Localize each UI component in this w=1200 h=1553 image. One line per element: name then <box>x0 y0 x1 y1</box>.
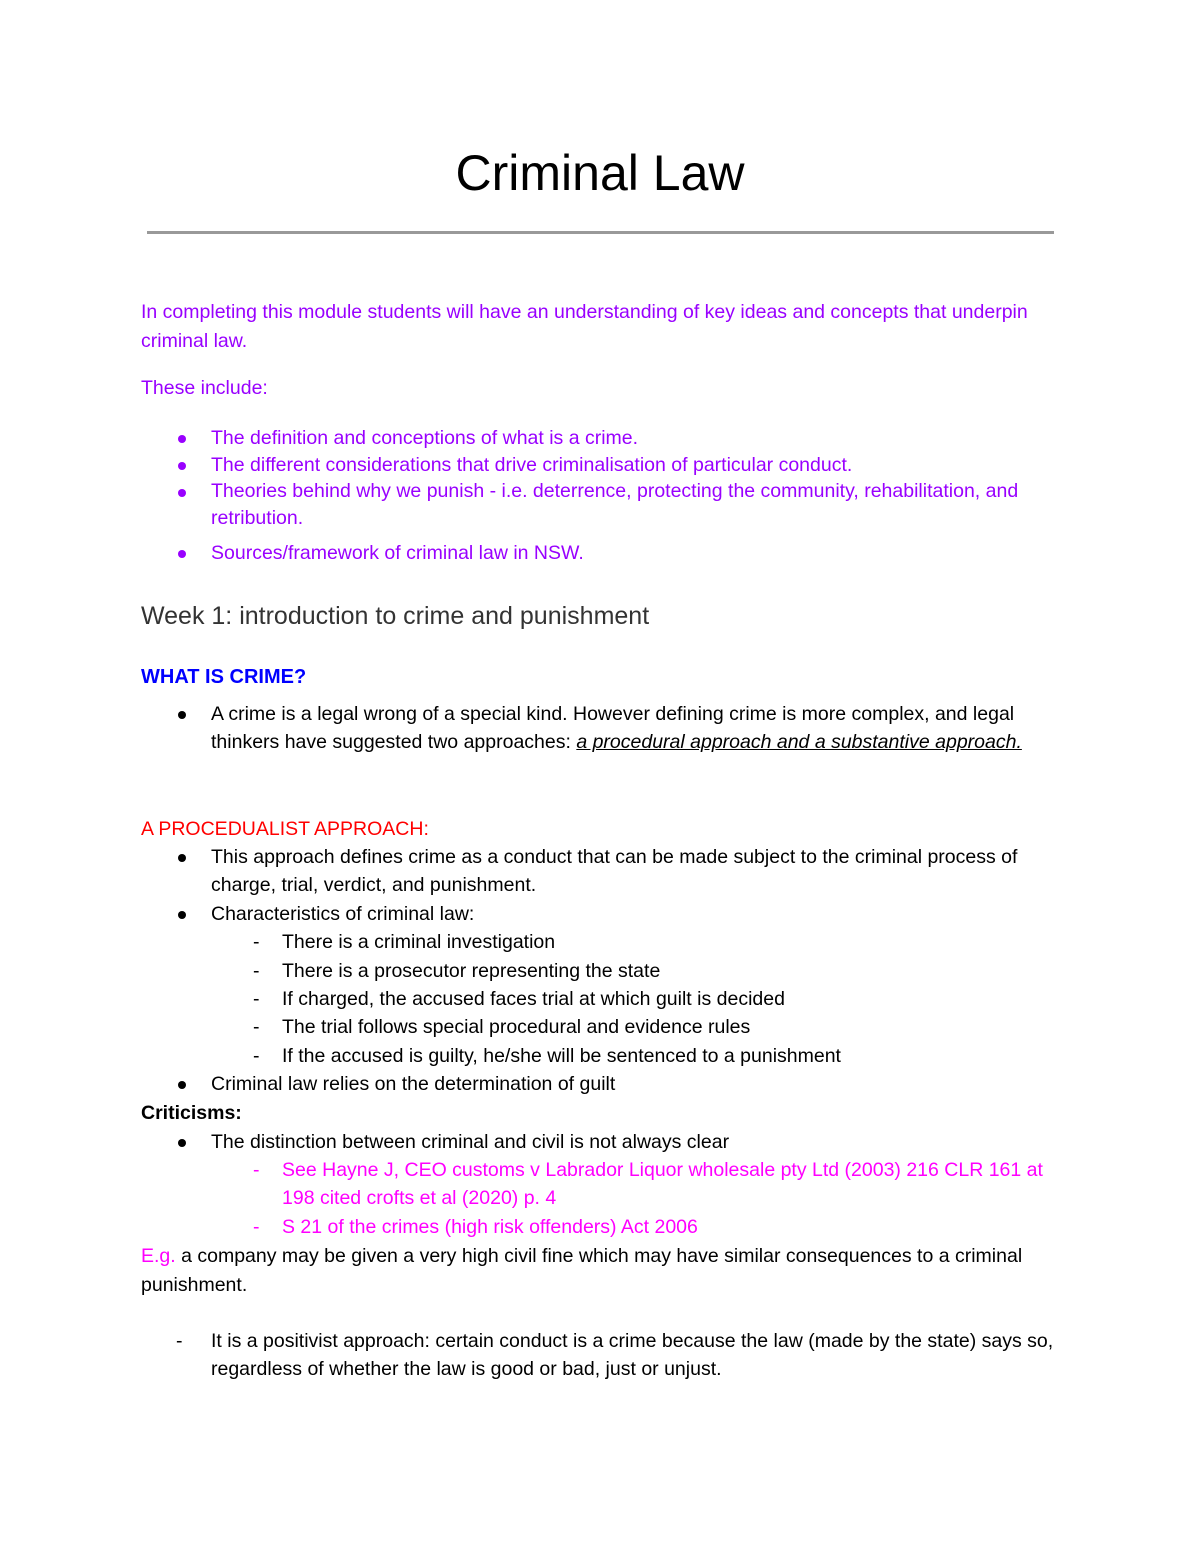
example-paragraph <box>141 1242 1051 1299</box>
eg-text: a company may be given a very high civil fine which may have similar consequences to a criminal punishment. <box>141 1245 1023 1296</box>
procedualist-bullet-text: Criminal law relies on the determination of guilt <box>211 1073 616 1095</box>
dash-marker: - <box>253 960 260 982</box>
what-is-crime-heading: WHAT IS CRIME? <box>141 666 307 688</box>
positivist-text: It is a positivist approach: certain conduct is a crime because the law (made by the state) says so, regardless of whether the law is good or bad, just or unjust. <box>211 1330 1054 1380</box>
characteristic-text: There is a criminal investigation <box>282 931 556 953</box>
characteristic-text: The trial follows special procedural and evidence rules <box>282 1016 751 1038</box>
procedualist-bullet-text: This approach defines crime as a conduct that can be made subject to the criminal process of charge, trial, verdict, and punishment. <box>211 846 1018 896</box>
eg-label: E.g. <box>141 1245 176 1267</box>
dash-marker: - <box>253 931 260 953</box>
what-is-crime-bullet-text <box>211 700 1061 756</box>
bullet-icon <box>178 462 186 470</box>
characteristic-text: If the accused is guilty, he/she will be sentenced to a punishment <box>282 1045 841 1067</box>
week-heading: Week 1: introduction to crime and punishment <box>141 602 650 630</box>
dash-marker: - <box>253 1045 260 1067</box>
title-divider <box>147 231 1054 234</box>
bullet-icon <box>178 1139 186 1147</box>
intro-these-include: These include: <box>141 377 268 399</box>
bullet-icon <box>178 435 186 443</box>
document-title: Criminal Law <box>455 145 745 201</box>
intro-list-item-text: Sources/framework of criminal law in NSW. <box>211 542 584 564</box>
criticisms-bullet-text: The distinction between criminal and civil is not always clear <box>211 1131 730 1153</box>
criticisms-heading: Criticisms: <box>141 1102 242 1124</box>
bullet-icon <box>178 854 186 862</box>
bullet-icon <box>178 1081 186 1089</box>
bullet-icon <box>178 911 186 919</box>
dash-marker: - <box>253 988 260 1010</box>
intro-list-item-text: The different considerations that drive criminalisation of particular conduct. <box>211 454 853 476</box>
intro-paragraph: In completing this module students will have an understanding of key ideas and concepts that underpin criminal law. <box>141 301 1028 352</box>
characteristic-text: There is a prosecutor representing the state <box>282 960 661 982</box>
dash-marker: - <box>176 1330 183 1352</box>
bullet-icon <box>178 489 186 497</box>
intro-list-item-text: Theories behind why we punish - i.e. deterrence, protecting the community, rehabilitation, and retribution. <box>211 480 1019 529</box>
procedualist-bullet-text: Characteristics of criminal law: <box>211 903 475 925</box>
bullet-icon <box>178 550 186 558</box>
dash-marker: - <box>253 1216 260 1238</box>
characteristic-text: If charged, the accused faces trial at which guilt is decided <box>282 988 785 1010</box>
reference-text: S 21 of the crimes (high risk offenders) Act 2006 <box>282 1216 698 1238</box>
intro-list-item-text: The definition and conceptions of what is a crime. <box>211 427 639 449</box>
what-is-crime-bullet-body: A crime is a legal wrong of a special kind. However defining crime is more complex, and legal thinkers have suggested two approaches: <box>211 703 1015 753</box>
procedualist-heading: A PROCEDUALIST APPROACH: <box>141 818 429 840</box>
dash-marker: - <box>253 1159 260 1181</box>
reference-text: See Hayne J, CEO customs v Labrador Liquor wholesale pty Ltd (2003) 216 CLR 161 at 198 cited crofts et al (2020) p. 4 <box>282 1159 1043 1209</box>
approaches-emphasis: a procedural approach and a substantive approach. <box>576 731 1022 753</box>
dash-marker: - <box>253 1016 260 1038</box>
bullet-icon <box>178 711 186 719</box>
